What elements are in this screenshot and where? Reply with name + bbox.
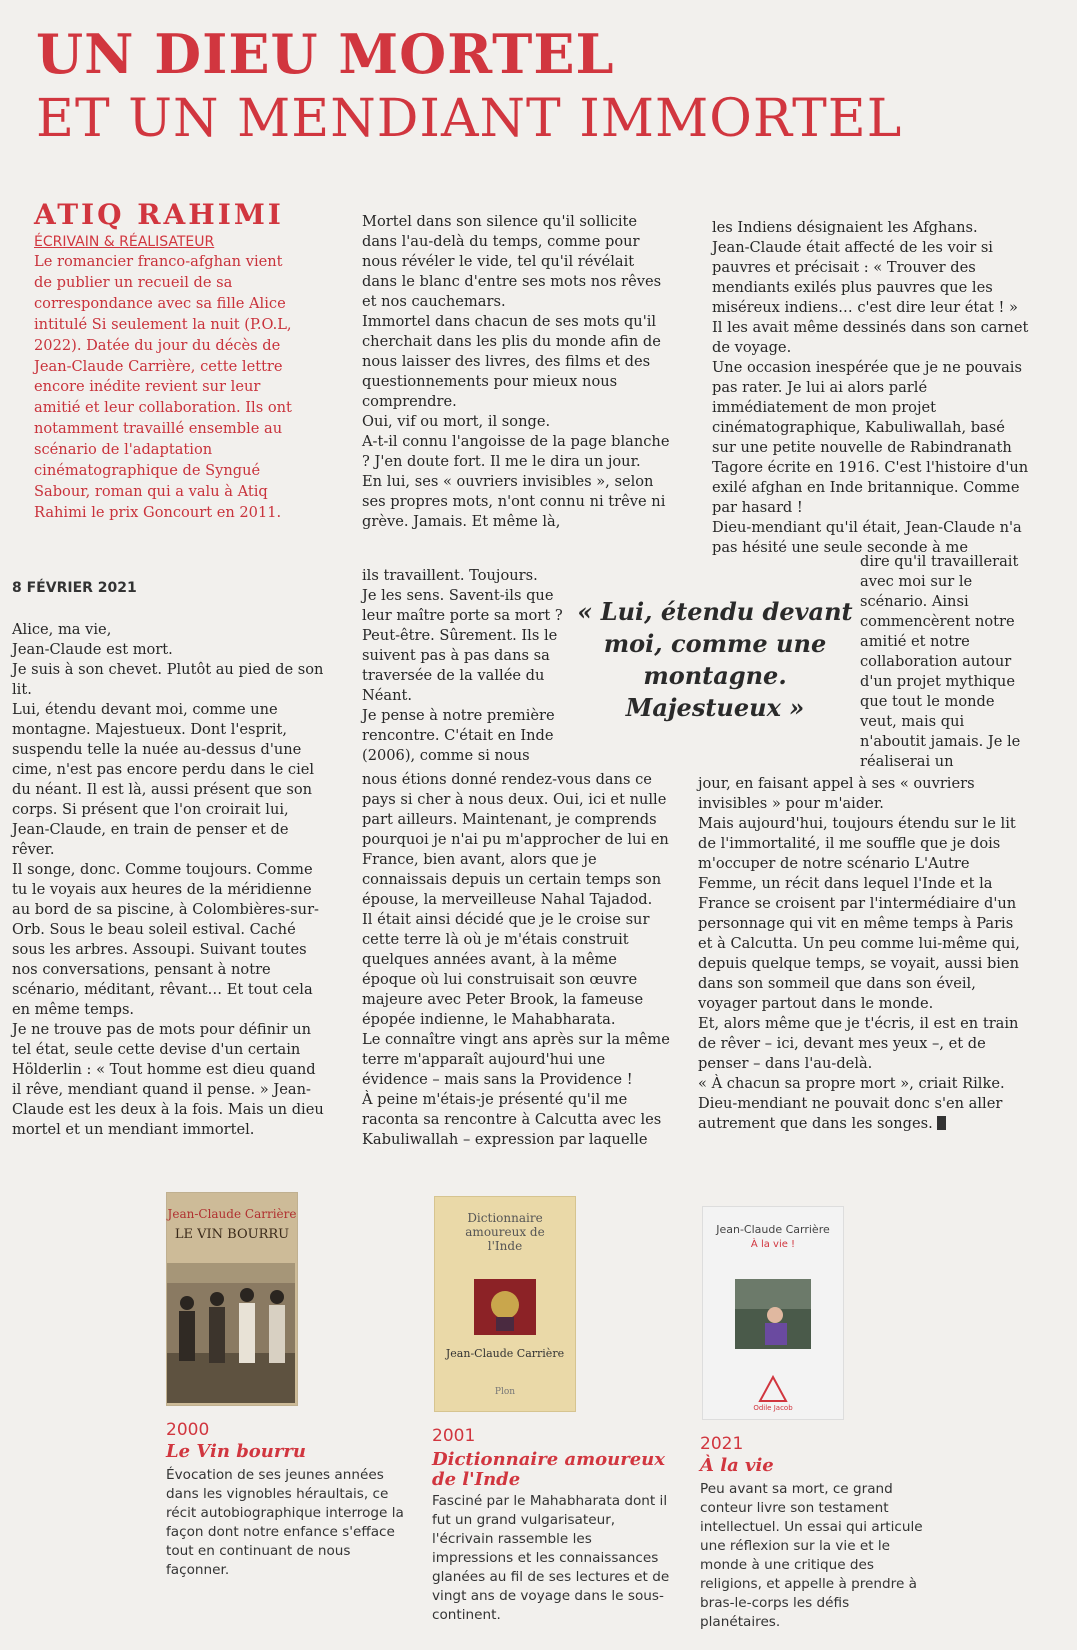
cover-photo: [735, 1279, 811, 1349]
pull-quote: « Lui, étendu devant moi, comme une montagne. Majestueux »: [577, 597, 853, 722]
paragraph: Le connaître vingt ans après sur la même terre m'apparaît aujourd'hui une évidence – mais sans la Providence !: [362, 1031, 670, 1088]
paragraph: Il était ainsi décidé que je le croise sur cette terre là où je m'étais construit quelques années avant, à la même époque où lui construisait son œuvre majeure avec Peter Brook, la fameuse épopée indienne, le Mahabharata.: [362, 911, 650, 1028]
cover-title: Dictionnaire amoureux de l'Inde: [465, 1211, 545, 1253]
end-mark-icon: [937, 1116, 946, 1130]
cover-publisher: Plon: [494, 1387, 516, 1397]
paragraph: Dieu-mendiant qu'il était, Jean-Claude n'a pas hésité une seule seconde à me: [712, 519, 1022, 556]
paragraph: Je pense à notre première rencontre. C'était en Inde (2006), comme si nous: [362, 707, 555, 764]
cover-title: À la vie !: [750, 1239, 796, 1250]
paragraph: les Indiens désignaient les Afghans.: [712, 219, 978, 236]
paragraph: À peine m'étais-je présenté qu'il me raconta sa rencontre à Calcutta avec les Kabuliwallah – expression par laquelle: [362, 1091, 662, 1148]
cover-title: LE VIN BOURRU: [174, 1227, 290, 1242]
book-cover-a-la-vie: [702, 1206, 844, 1420]
letter-column-2-middle: [362, 566, 570, 766]
cover-photo: [167, 1263, 295, 1403]
paragraph: [698, 1074, 1032, 1134]
cover-illustration: [474, 1279, 536, 1335]
book-cover-dictionnaire-inde: [434, 1196, 576, 1412]
paragraph: jour, en faisant appel à ses « ouvriers invisibles » pour m'aider.: [698, 775, 975, 812]
book-description: Peu avant sa mort, ce grand conteur livre son testament intellectuel. Un essai qui articule une réflexion sur la vie et le monde à une critique des religions, et appelle à prendre à bras-le-corps les défis planétaires.: [700, 1481, 923, 1630]
author-role: ÉCRIVAIN & RÉALISATEUR: [34, 234, 215, 250]
letter-column-2-top: [362, 212, 670, 532]
cover-author: Jean-Claude Carrière: [716, 1223, 830, 1236]
paragraph: Il songe, donc. Comme toujours. Comme tu le voyais aux heures de la méridienne au bord de sa piscine, à Colombières-sur-Orb. Sous le beau soleil estival. Caché sous les arbres. Assoupi. Suivant toutes nos conversations, pensant à notre scénario, méditant, rêvant… Et tout cela en même temps.: [12, 861, 319, 1018]
paragraph: Je suis à son chevet. Plutôt au pied de son lit.: [12, 661, 324, 698]
letter-column-3-top: [712, 218, 1032, 558]
paragraph: Lui, étendu devant moi, comme une montagne. Majestueux. Dont l'esprit, suspendu telle la nuée au-dessus d'une cime, n'est pas encore perdu dans le ciel du néant. Il est là, aussi présent que son corps. Si présent que l'on croirait lui, Jean-Claude, en train de penser et de rêver.: [12, 701, 315, 858]
paragraph-text: « À chacun sa propre mort », criait Rilke. Dieu-mendiant ne pouvait donc s'en aller autrement que dans les songes.: [698, 1075, 1005, 1132]
paragraph: ils travaillent. Toujours.: [362, 567, 538, 584]
book-description: Fasciné par le Mahabharata dont il fut un grand vulgarisateur, l'écrivain rassemble les impressions et les connaissances glanées au fil de ses lectures et de vingt ans de voyage dans le sous-continent.: [432, 1493, 670, 1623]
book-title: Le Vin bourru: [166, 1441, 306, 1462]
paragraph: nous étions donné rendez-vous dans ce pays si cher à nous deux. Oui, ici et nulle part ailleurs. Maintenant, je comprends pourquoi je n'ai pu m'approcher de lui en France, bien avant, alors que je connaissais depuis un certain temps son épouse, la merveilleuse Nahal Tajadod.: [362, 771, 669, 908]
book-cover-vin-bourru: [166, 1192, 298, 1406]
paragraph: Je les sens. Savent-ils que leur maître porte sa mort ? Peut-être. Sûrement. Ils le suivent pas à pas dans sa traversée de la vallée du Néant.: [362, 587, 563, 704]
book-year: 2021: [700, 1434, 744, 1454]
book-description: Évocation de ses jeunes années dans les vignobles héraultais, ce récit autobiographique interroge la façon dont notre enfance s'efface tout en continuant de nous façonner.: [166, 1467, 404, 1578]
book-year: 2001: [432, 1426, 476, 1446]
author-name: ATIQ RAHIMI: [34, 198, 284, 231]
cover-author: Jean-Claude Carrière: [445, 1347, 565, 1360]
book-year: 2000: [166, 1420, 210, 1440]
paragraph: Mortel dans son silence qu'il sollicite dans l'au-delà du temps, comme pour nous révéler le vide, tel qu'il révélait dans le blanc d'entre ses mots nos rêves et nos cauchemars.: [362, 213, 662, 310]
paragraph: A-t-il connu l'angoisse de la page blanche ? J'en doute fort. Il me le dira un jour.: [362, 433, 670, 470]
book-title: À la vie: [700, 1455, 774, 1476]
paragraph: Immortel dans chacun de ses mots qu'il cherchait dans les plis du monde afin de nous laisser des livres, des films et des questionnements pour mieux nous comprendre.: [362, 313, 661, 410]
headline-line2: ET UN MENDIANT IMMORTEL: [36, 89, 903, 149]
cover-publisher: Odile Jacob: [753, 1404, 793, 1412]
book-title: Dictionnaire amoureux de l'Inde: [432, 1449, 665, 1490]
paragraph: Oui, vif ou mort, il songe.: [362, 413, 551, 430]
author-intro: Le romancier franco-afghan vient de publier un recueil de sa correspondance avec sa fille Alice intitulé Si seulement la nuit (P.O.L, 2022). Datée du jour du décès de Jean-Claude Carrière, cette lettre encore inédite revient sur leur amitié et leur collaboration. Ils ont notamment travaillé ensemble au scénario de l'adaptation cinématographique de Syngué Sabour, roman qui a valu à Atiq Rahimi le prix Goncourt en 2011.: [34, 253, 292, 521]
letter-column-3-bottom: [698, 774, 1032, 1134]
paragraph: Je ne trouve pas de mots pour définir un tel état, seule cette devise d'un certain Hölderlin : « Tout homme est dieu quand il rêve, mendiant quand il pense. » Jean-Claude est les deux à la fois. Mais un dieu mortel et un mendiant immortel.: [12, 1021, 324, 1138]
paragraph: Alice, ma vie,: [12, 621, 112, 638]
letter-column-2-bottom: [362, 770, 670, 1150]
letter-column-1: [12, 620, 328, 1140]
paragraph: Jean-Claude est mort.: [12, 641, 173, 658]
letter-date: 8 FÉVRIER 2021: [12, 580, 137, 596]
cover-author: Jean-Claude Carrière: [167, 1207, 297, 1221]
publisher-logo-icon: [758, 1375, 788, 1403]
headline-line1: UN DIEU MORTEL: [36, 22, 615, 86]
paragraph: Jean-Claude était affecté de les voir si pauvres et précisait : « Trouver des mendiants exilés plus pauvres que les miséreux indiens… c'est dire leur état ! » Il les avait même dessinés dans son carnet de voyage.: [712, 239, 1029, 356]
paragraph: dire qu'il travaillerait avec moi sur le scénario. Ainsi commencèrent notre amitié et notre collaboration autour d'un projet mythique que tout le monde veut, mais qui n'aboutit jamais. Je le réaliserai un: [860, 553, 1021, 770]
paragraph: Mais aujourd'hui, toujours étendu sur le lit de l'immortalité, il me souffle que je dois m'occuper de notre scénario L'Autre Femme, un récit dans lequel l'Inde et la France se croisent par l'intermédiaire d'un personnage qui vit en même temps à Paris et à Calcutta. Un peu comme lui-même qui, depuis quelque temps, se voyait, aussi bien dans son sommeil que dans son éveil, voyager partout dans le monde.: [698, 815, 1020, 1012]
paragraph: Une occasion inespérée que je ne pouvais pas rater. Je lui ai alors parlé immédiatement de mon projet cinématographique, Kabuliwallah, basé sur une petite nouvelle de Rabindranath Tagore écrite en 1916. C'est l'histoire d'un exilé afghan en Inde britannique. Comme par hasard !: [712, 359, 1029, 516]
paragraph: En lui, ses « ouvriers invisibles », selon ses propres mots, n'ont connu ni trêve ni grève. Jamais. Et même là,: [362, 473, 666, 530]
paragraph: Et, alors même que je t'écris, il est en train de rêver – ici, devant mes yeux –, et de penser – dans l'au-delà.: [698, 1015, 1019, 1072]
letter-column-3-middle: [860, 552, 1032, 772]
